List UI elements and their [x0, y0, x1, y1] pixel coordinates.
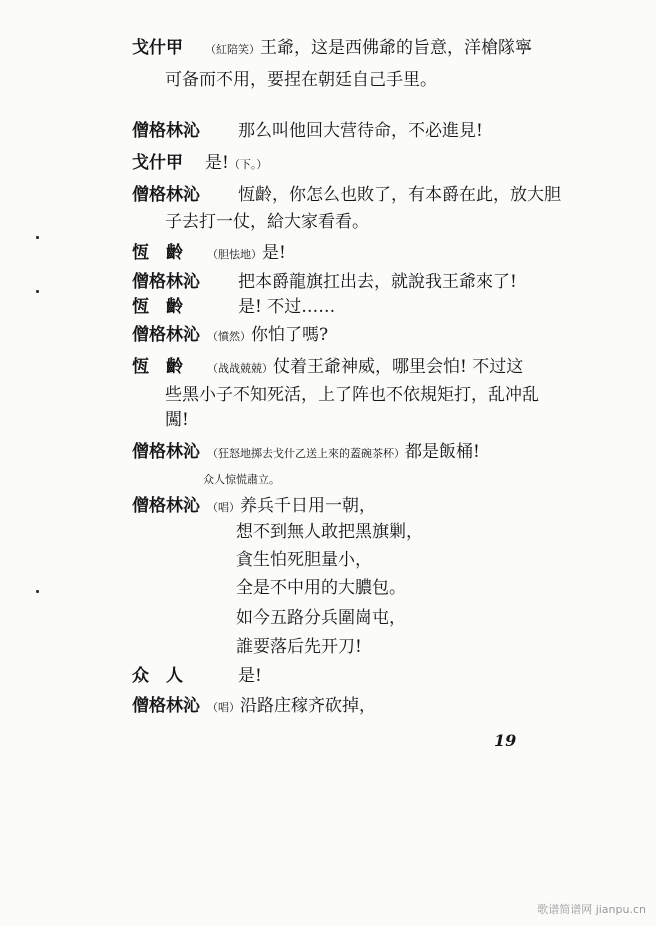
dialogue-text: 是! 不过……	[238, 297, 336, 317]
scan-speck	[36, 236, 39, 239]
dialogue-text: 是!	[238, 666, 262, 686]
stage-direction: 众人惊慌肅立。	[203, 473, 280, 486]
dialogue-continuation: 可备而不用，要捏在朝廷自己手里。	[165, 70, 437, 90]
speaker-name: 僧格林沁	[132, 696, 200, 716]
scan-speck	[36, 290, 39, 293]
speaker-name: 僧格林沁	[132, 272, 200, 292]
dialogue-text: 都是飯桶!	[405, 442, 480, 462]
watermark: 歌谱简谱网 jianpu.cn	[537, 903, 646, 916]
dialogue-text: 那么叫他回大营待命，不必進見!	[238, 121, 483, 141]
page-number: 19	[494, 731, 517, 750]
line-body	[238, 297, 335, 317]
stage-direction: （胆怯地）	[207, 248, 262, 261]
verse-line: 貪生怕死胆量小，	[236, 550, 372, 570]
dialogue-text: 恆齡，你怎么也敗了，有本爵在此，放大胆	[238, 185, 561, 205]
dialogue-line	[236, 522, 423, 542]
dialogue-continuation: 些黑小子不知死活，上了阵也不依規矩打，乱冲乱	[165, 385, 539, 405]
speaker-name: 戈什甲	[132, 153, 183, 173]
line-body	[207, 325, 328, 347]
speaker-name: 众 人	[132, 666, 183, 686]
speaker-name: 恆 齡	[132, 297, 183, 317]
verse-line: 全是不中用的大膿包。	[236, 578, 406, 598]
dialogue-line	[236, 578, 406, 598]
stage-direction: （狂怒地掷去戈什乙送上來的蓋碗茶杯）	[207, 447, 405, 460]
dialogue-text: 沿路庄稼齐砍掉，	[240, 696, 376, 716]
line-body	[207, 696, 376, 718]
dialogue-text: 是!	[262, 243, 286, 263]
stage-direction: （下。）	[228, 158, 268, 171]
dialogue-continuation: 闖!	[165, 410, 189, 430]
line-body	[207, 243, 286, 265]
dialogue-text: 你怕了嗎?	[251, 325, 329, 345]
line-body	[238, 272, 517, 292]
speaker-name: 僧格林沁	[132, 496, 200, 516]
dialogue-text: 养兵千日用一朝，	[240, 496, 376, 516]
line-body	[207, 442, 480, 464]
stage-direction: （唱）	[207, 701, 240, 714]
line-body	[207, 357, 523, 379]
line-body	[238, 185, 561, 205]
stage-direction: （憤然）	[207, 330, 251, 343]
stage-direction: （战战兢兢）	[207, 362, 273, 375]
speaker-name: 僧格林沁	[132, 185, 200, 205]
dialogue-line	[165, 212, 369, 232]
line-body	[205, 38, 532, 60]
line-body	[238, 121, 483, 141]
dialogue-line	[236, 637, 362, 657]
dialogue-line	[165, 410, 189, 430]
dialogue-text: 把本爵龍旗扛出去，就說我王爺來了!	[238, 272, 517, 292]
verse-line: 想不到無人敢把黑旗剿，	[236, 522, 423, 542]
dialogue-line	[236, 550, 372, 570]
speaker-name: 僧格林沁	[132, 442, 200, 462]
line-body	[238, 666, 262, 686]
stage-direction: （唱）	[207, 501, 240, 514]
dialogue-continuation: 子去打一仗，給大家看看。	[165, 212, 369, 232]
dialogue-line	[203, 468, 280, 490]
speaker-name: 恆 齡	[132, 357, 183, 377]
speaker-name: 僧格林沁	[132, 325, 200, 345]
dialogue-line	[165, 70, 437, 90]
speaker-name: 僧格林沁	[132, 121, 200, 141]
speaker-name: 戈什甲	[132, 38, 183, 58]
dialogue-text: 王爺，这是西佛爺的旨意，洋槍隊寧	[260, 38, 532, 58]
dialogue-line	[236, 608, 406, 628]
dialogue-text: 是!	[205, 153, 229, 173]
speaker-name: 恆 齡	[132, 243, 183, 263]
scan-speck	[36, 590, 39, 593]
stage-direction: （紅陪笑）	[205, 43, 260, 56]
line-body	[205, 153, 267, 175]
verse-line: 誰要落后先开刀!	[236, 637, 362, 657]
dialogue-text: 仗着王爺神威，哪里会怕! 不过这	[273, 357, 524, 377]
dialogue-line	[165, 385, 539, 405]
line-body	[207, 496, 376, 518]
verse-line: 如今五路分兵圍崗屯，	[236, 608, 406, 628]
